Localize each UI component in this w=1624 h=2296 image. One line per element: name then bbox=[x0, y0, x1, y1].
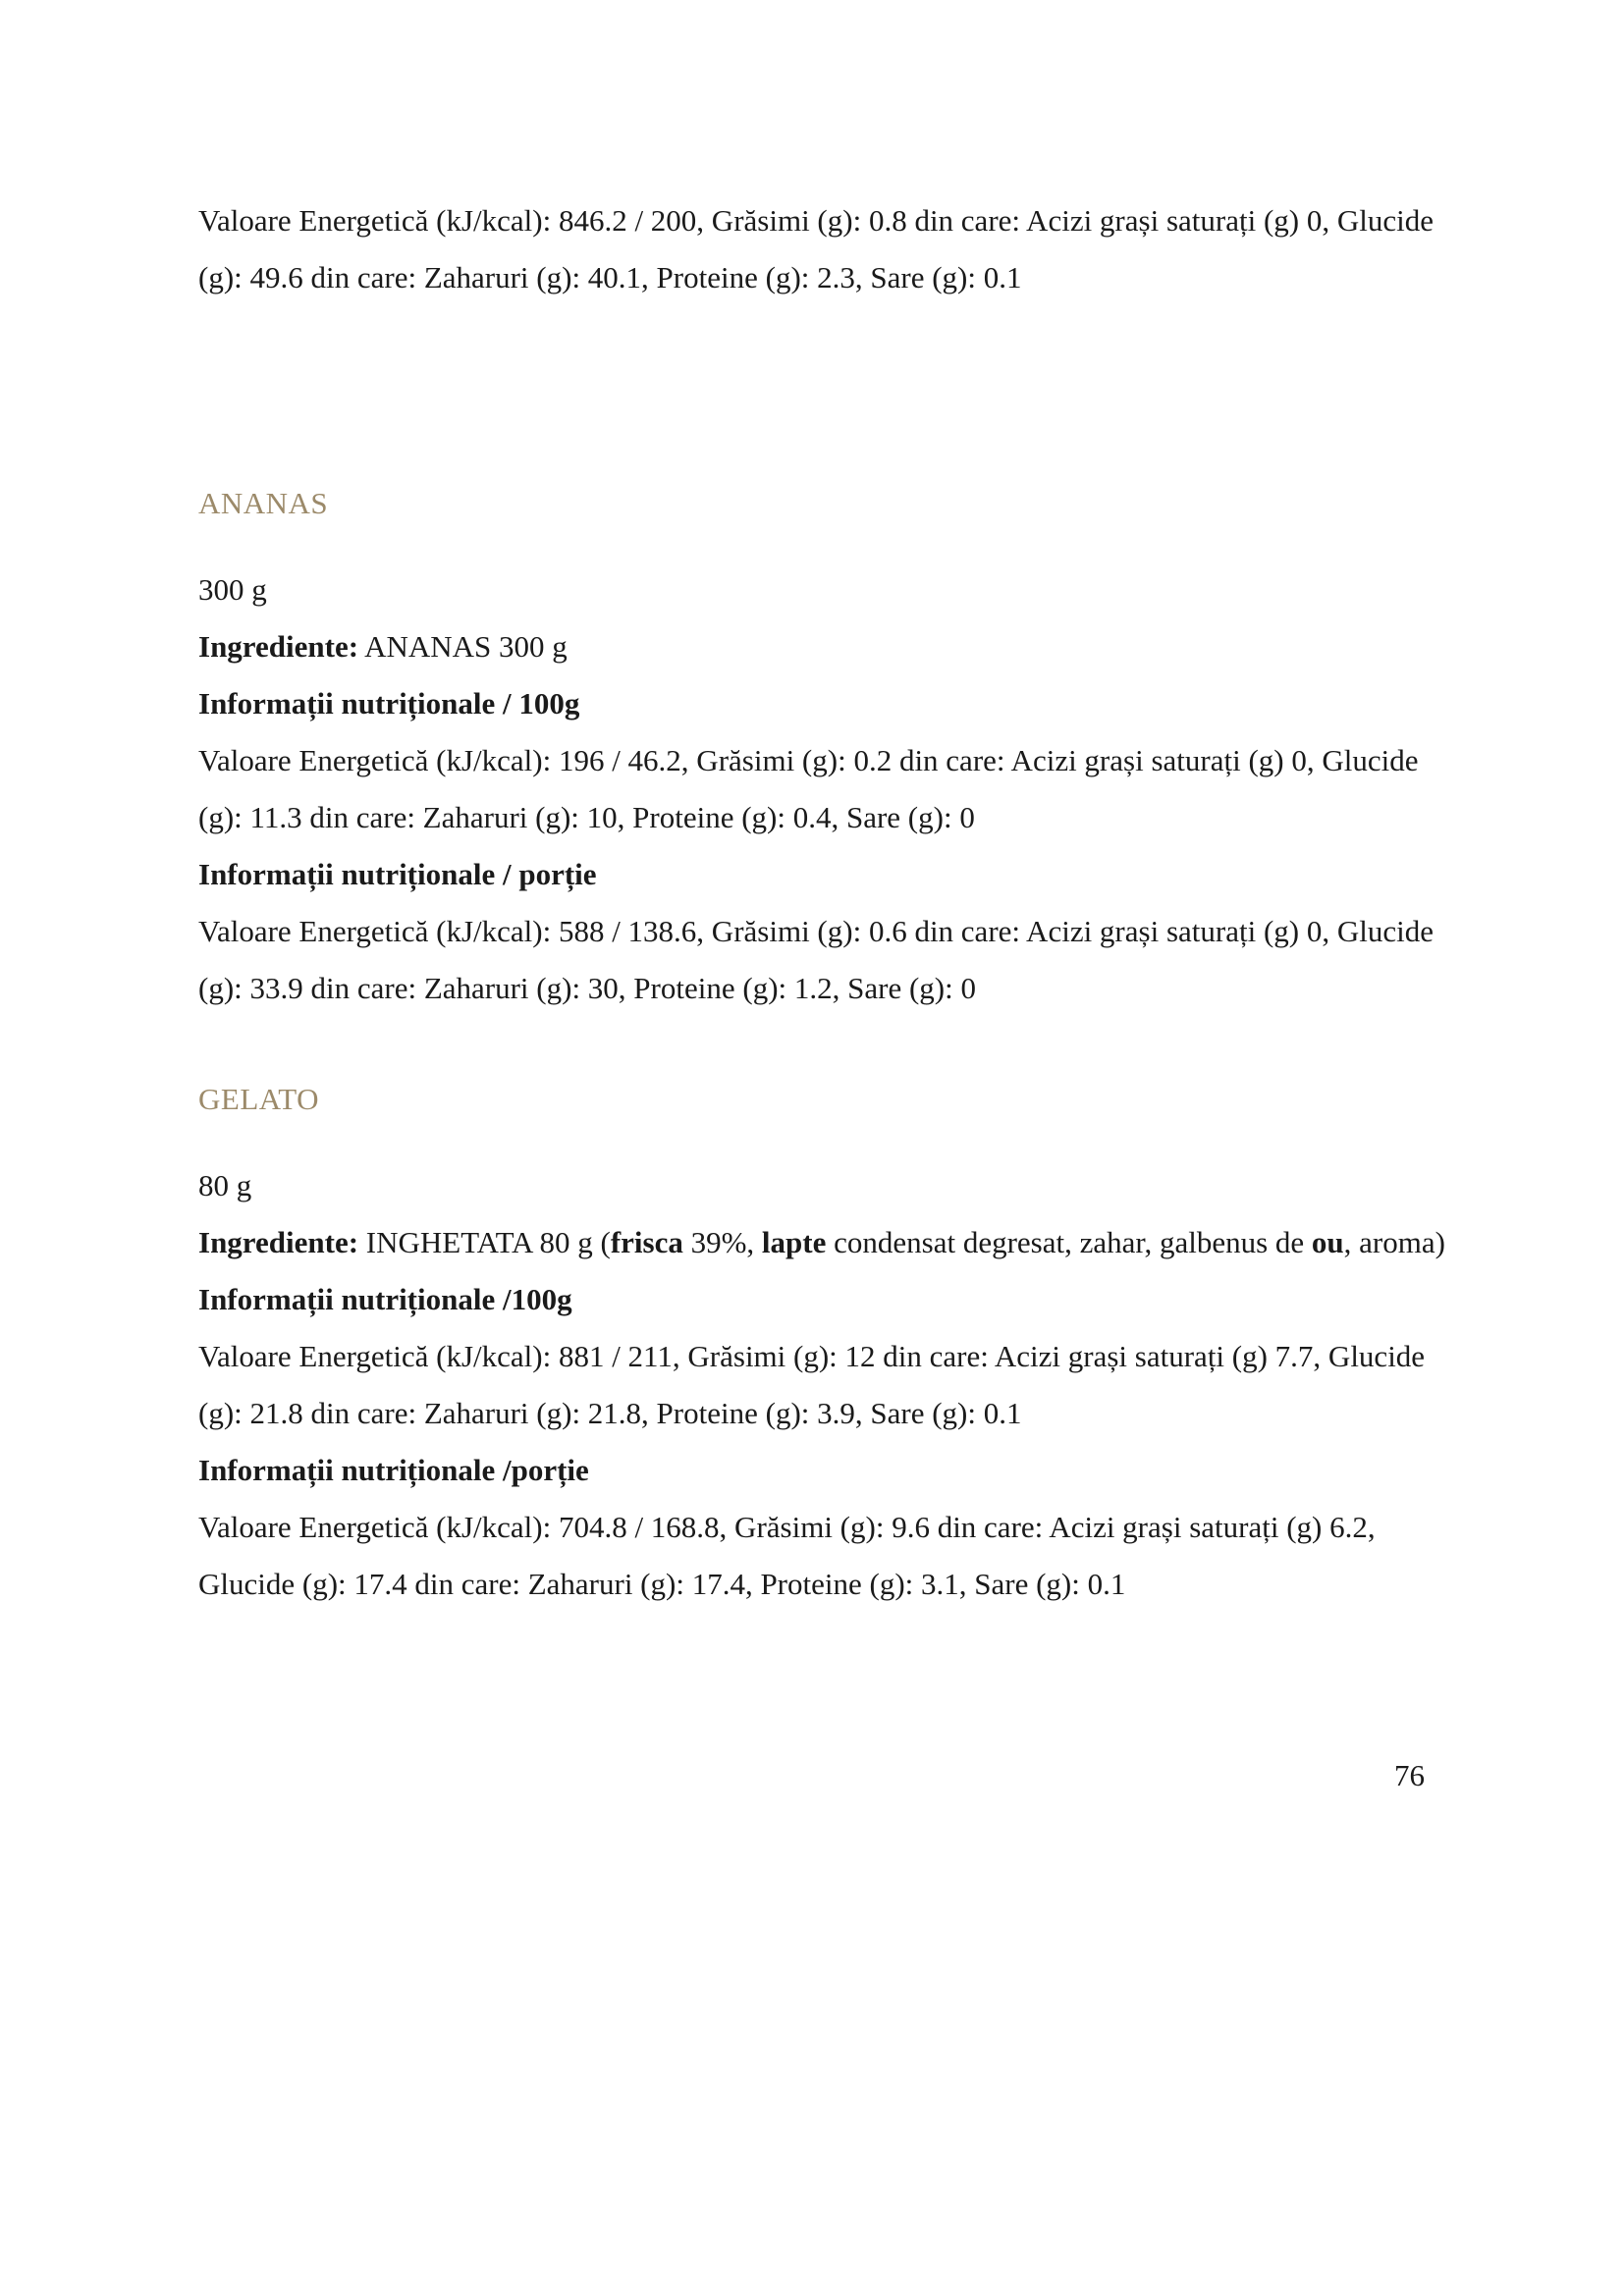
ingredients-text: condensat degresat, zahar, galbenus de bbox=[826, 1225, 1312, 1259]
ingredients-text: ANANAS 300 g bbox=[358, 629, 568, 664]
section-ananas bbox=[198, 475, 1445, 1017]
nutrition-label-portion-ananas: Informații nutriționale / porție bbox=[198, 857, 597, 891]
nutrition-text-portion-gelato: Valoare Energetică (kJ/kcal): 704.8 / 168.8, Grăsimi (g): 9.6 din care: Acizi grași saturați (g) 6.2, Glucide (g): 17.4 din care: Zaharuri (g): 17.4, Proteine (g): 3.1, Sare (g): 0.1 bbox=[198, 1510, 1376, 1601]
nutrition-text-previous-item: Valoare Energetică (kJ/kcal): 846.2 / 200, Grăsimi (g): 0.8 din care: Acizi grași saturați (g) 0, Glucide (g): 49.6 din care: Zaharuri (g): 40.1, Proteine (g): 2.3, Sare (g): 0.1 bbox=[198, 203, 1434, 294]
nutrition-label-per100-gelato: Informații nutriționale /100g bbox=[198, 1282, 572, 1316]
section-title-ananas: ANANAS bbox=[198, 486, 329, 520]
nutrition-text-per100-ananas: Valoare Energetică (kJ/kcal): 196 / 46.2, Grăsimi (g): 0.2 din care: Acizi grași saturați (g) 0, Glucide (g): 11.3 din care: Zaharuri (g): 10, Proteine (g): 0.4, Sare (g): 0 bbox=[198, 743, 1419, 834]
page-number: 76 bbox=[1394, 1758, 1425, 1792]
allergen-egg: ou bbox=[1311, 1225, 1344, 1259]
nutrition-text-portion-ananas: Valoare Energetică (kJ/kcal): 588 / 138.6, Grăsimi (g): 0.6 din care: Acizi grași saturați (g) 0, Glucide (g): 33.9 din care: Zaharuri (g): 30, Proteine (g): 1.2, Sare (g): 0 bbox=[198, 914, 1434, 1005]
weight-ananas: 300 g bbox=[198, 572, 267, 607]
allergen-cream: frisca bbox=[610, 1225, 683, 1259]
ingredients-ananas bbox=[198, 618, 1445, 675]
allergen-milk: lapte bbox=[761, 1225, 827, 1259]
ingredients-gelato bbox=[198, 1214, 1445, 1271]
section-gelato bbox=[198, 1071, 1445, 1613]
document-page bbox=[198, 192, 1445, 1613]
section-title-gelato: GELATO bbox=[198, 1082, 319, 1116]
nutrition-text-per100-gelato: Valoare Energetică (kJ/kcal): 881 / 211, Grăsimi (g): 12 din care: Acizi grași saturați (g) 7.7, Glucide (g): 21.8 din care: Zaharuri (g): 21.8, Proteine (g): 3.9, Sare (g): 0.1 bbox=[198, 1339, 1426, 1430]
nutrition-label-portion-gelato: Informații nutriționale /porție bbox=[198, 1453, 589, 1487]
ingredients-text: 39%, bbox=[682, 1225, 762, 1259]
ingredients-label: Ingrediente: bbox=[198, 1225, 359, 1259]
ingredients-text: INGHETATA 80 g ( bbox=[358, 1225, 611, 1259]
ingredients-text: , aroma) bbox=[1343, 1225, 1445, 1259]
weight-gelato: 80 g bbox=[198, 1168, 252, 1202]
nutrition-label-per100-ananas: Informații nutriționale / 100g bbox=[198, 686, 580, 721]
ingredients-label: Ingrediente: bbox=[198, 629, 359, 664]
